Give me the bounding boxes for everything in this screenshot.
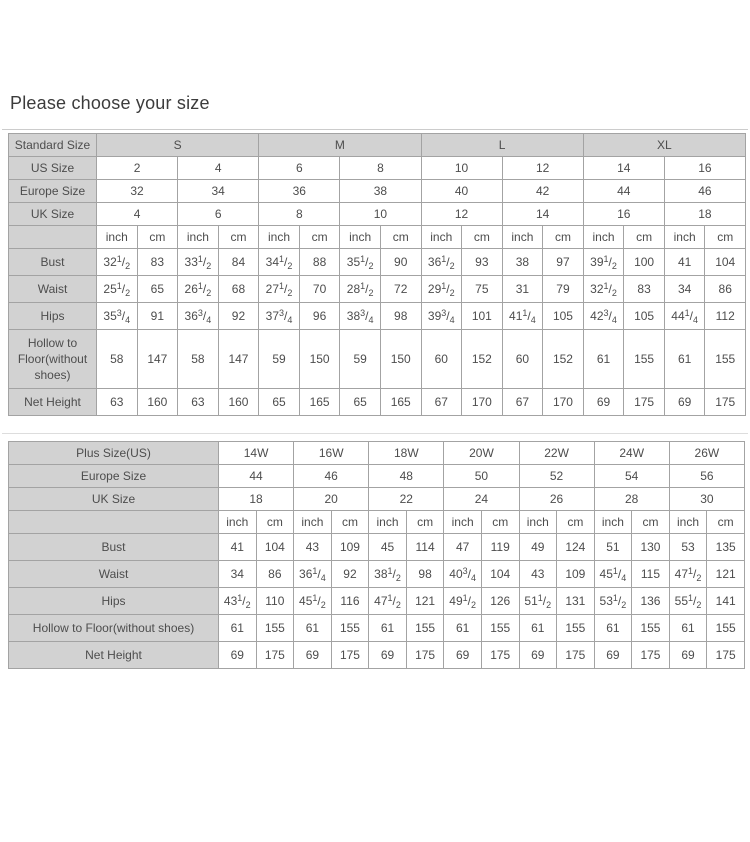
size-value-cell: 14: [502, 203, 583, 226]
measure-value-cell: 114: [406, 534, 444, 561]
table-row: [9, 226, 746, 249]
measure-value-cell: $38^3/_4$: [340, 303, 381, 330]
table-row: [9, 465, 745, 488]
measure-value-cell: 92: [218, 303, 259, 330]
measure-value-cell: $33^1/_2$: [178, 249, 219, 276]
row-label: [9, 226, 97, 249]
measure-value-cell: 69: [664, 389, 705, 416]
measure-value-cell: 60: [502, 330, 543, 389]
measure-value-cell: 121: [406, 588, 444, 615]
measure-value-cell: $36^1/_2$: [421, 249, 462, 276]
size-value-cell: 48: [369, 465, 444, 488]
measure-value-cell: 155: [705, 330, 746, 389]
unit-header-cell: cm: [557, 511, 595, 534]
row-label: Bust: [9, 534, 219, 561]
measure-value-cell: $39^3/_4$: [421, 303, 462, 330]
table-row: [9, 488, 745, 511]
table-row: [9, 442, 745, 465]
table-row: [9, 330, 746, 389]
size-value-cell: 18: [664, 203, 745, 226]
size-value-cell: 54: [594, 465, 669, 488]
measure-value-cell: $41^1/_4$: [502, 303, 543, 330]
measure-value-cell: 51: [594, 534, 632, 561]
size-group-header: XL: [583, 134, 745, 157]
measure-value-cell: 41: [664, 249, 705, 276]
measure-value-cell: 67: [502, 389, 543, 416]
measure-value-cell: 104: [481, 561, 519, 588]
size-value-cell: 22: [369, 488, 444, 511]
measure-value-cell: 150: [299, 330, 340, 389]
measure-value-cell: 141: [707, 588, 745, 615]
unit-header-cell: inch: [594, 511, 632, 534]
unit-header-cell: inch: [97, 226, 138, 249]
size-value-cell: 12: [502, 157, 583, 180]
size-value-cell: 16: [664, 157, 745, 180]
measure-value-cell: 72: [380, 276, 421, 303]
measure-value-cell: 155: [557, 615, 595, 642]
measure-value-cell: 155: [256, 615, 294, 642]
measure-value-cell: 58: [178, 330, 219, 389]
measure-value-cell: $38^1/_2$: [369, 561, 407, 588]
measure-value-cell: 34: [664, 276, 705, 303]
unit-header-cell: cm: [406, 511, 444, 534]
measure-value-cell: 43: [294, 534, 332, 561]
size-value-cell: 26W: [669, 442, 744, 465]
row-label: Bust: [9, 249, 97, 276]
measure-value-cell: 65: [340, 389, 381, 416]
size-value-cell: 16W: [294, 442, 369, 465]
size-value-cell: 16: [583, 203, 664, 226]
table-row: [9, 615, 745, 642]
table-row: [9, 561, 745, 588]
table-row: [9, 180, 746, 203]
measure-value-cell: 155: [481, 615, 519, 642]
measure-value-cell: 155: [707, 615, 745, 642]
measure-value-cell: 69: [594, 642, 632, 669]
measure-value-cell: 61: [294, 615, 332, 642]
measure-value-cell: 152: [543, 330, 584, 389]
measure-value-cell: 61: [219, 615, 257, 642]
measure-value-cell: $32^1/_2$: [583, 276, 624, 303]
size-value-cell: 20: [294, 488, 369, 511]
unit-header-cell: inch: [178, 226, 219, 249]
measure-value-cell: 170: [462, 389, 503, 416]
measure-value-cell: 115: [632, 561, 670, 588]
measure-value-cell: 116: [331, 588, 369, 615]
measure-value-cell: 75: [462, 276, 503, 303]
measure-value-cell: 101: [462, 303, 503, 330]
row-label: Hollow to Floor(without shoes): [9, 615, 219, 642]
unit-header-cell: cm: [624, 226, 665, 249]
unit-header-cell: cm: [218, 226, 259, 249]
size-value-cell: 4: [178, 157, 259, 180]
measure-value-cell: 104: [705, 249, 746, 276]
measure-value-cell: 59: [340, 330, 381, 389]
size-value-cell: 22W: [519, 442, 594, 465]
measure-value-cell: 97: [543, 249, 584, 276]
measure-value-cell: 88: [299, 249, 340, 276]
measure-value-cell: 34: [219, 561, 257, 588]
measure-value-cell: 68: [218, 276, 259, 303]
size-value-cell: 18W: [369, 442, 444, 465]
measure-value-cell: $36^3/_4$: [178, 303, 219, 330]
row-label: Waist: [9, 276, 97, 303]
unit-header-cell: inch: [340, 226, 381, 249]
unit-header-cell: inch: [664, 226, 705, 249]
measure-value-cell: 155: [406, 615, 444, 642]
measure-value-cell: 155: [331, 615, 369, 642]
table-row: [9, 389, 746, 416]
measure-value-cell: 84: [218, 249, 259, 276]
size-value-cell: 2: [97, 157, 178, 180]
unit-header-cell: inch: [502, 226, 543, 249]
measure-value-cell: 65: [137, 276, 178, 303]
size-value-cell: 42: [502, 180, 583, 203]
measure-value-cell: 136: [632, 588, 670, 615]
size-value-cell: 44: [583, 180, 664, 203]
row-label: UK Size: [9, 488, 219, 511]
measure-value-cell: 41: [219, 534, 257, 561]
row-label: Standard Size: [9, 134, 97, 157]
table-row: [9, 203, 746, 226]
measure-value-cell: $47^1/_2$: [669, 561, 707, 588]
measure-value-cell: $36^1/_4$: [294, 561, 332, 588]
table-row: [9, 511, 745, 534]
measure-value-cell: 175: [331, 642, 369, 669]
measure-value-cell: $39^1/_2$: [583, 249, 624, 276]
size-value-cell: 4: [97, 203, 178, 226]
table-row: [9, 157, 746, 180]
measure-value-cell: 98: [380, 303, 421, 330]
plus-size-table: [8, 441, 745, 669]
measure-value-cell: 60: [421, 330, 462, 389]
unit-header-cell: cm: [380, 226, 421, 249]
measure-value-cell: 61: [519, 615, 557, 642]
measure-value-cell: $40^3/_4$: [444, 561, 482, 588]
size-value-cell: 6: [178, 203, 259, 226]
size-value-cell: 32: [97, 180, 178, 203]
row-label: Hips: [9, 303, 97, 330]
table-row: [9, 276, 746, 303]
unit-header-cell: cm: [481, 511, 519, 534]
measure-value-cell: $28^1/_2$: [340, 276, 381, 303]
measure-value-cell: 131: [557, 588, 595, 615]
table-row: [9, 134, 746, 157]
measure-value-cell: 47: [444, 534, 482, 561]
measure-value-cell: 61: [369, 615, 407, 642]
size-value-cell: 24W: [594, 442, 669, 465]
measure-value-cell: 49: [519, 534, 557, 561]
unit-header-cell: cm: [543, 226, 584, 249]
size-value-cell: 26: [519, 488, 594, 511]
measure-value-cell: 83: [137, 249, 178, 276]
measure-value-cell: 175: [632, 642, 670, 669]
measure-value-cell: 69: [519, 642, 557, 669]
unit-header-cell: cm: [705, 226, 746, 249]
size-value-cell: 46: [664, 180, 745, 203]
size-value-cell: 34: [178, 180, 259, 203]
row-label: US Size: [9, 157, 97, 180]
measure-value-cell: 109: [557, 561, 595, 588]
measure-value-cell: 61: [444, 615, 482, 642]
unit-header-cell: inch: [421, 226, 462, 249]
table-row: [9, 642, 745, 669]
measure-value-cell: 165: [299, 389, 340, 416]
measure-value-cell: 93: [462, 249, 503, 276]
unit-header-cell: inch: [669, 511, 707, 534]
size-value-cell: 44: [219, 465, 294, 488]
size-value-cell: 24: [444, 488, 519, 511]
measure-value-cell: 63: [97, 389, 138, 416]
size-value-cell: 18: [219, 488, 294, 511]
measure-value-cell: 43: [519, 561, 557, 588]
top-divider: [2, 129, 748, 130]
measure-value-cell: $29^1/_2$: [421, 276, 462, 303]
unit-header-cell: cm: [137, 226, 178, 249]
measure-value-cell: $42^3/_4$: [583, 303, 624, 330]
measure-value-cell: 155: [632, 615, 670, 642]
measure-value-cell: 79: [543, 276, 584, 303]
measure-value-cell: 61: [594, 615, 632, 642]
size-value-cell: 20W: [444, 442, 519, 465]
row-label: Europe Size: [9, 180, 97, 203]
measure-value-cell: 170: [543, 389, 584, 416]
unit-header-cell: cm: [331, 511, 369, 534]
measure-value-cell: $25^1/_2$: [97, 276, 138, 303]
measure-value-cell: $53^1/_2$: [594, 588, 632, 615]
measure-value-cell: 121: [707, 561, 745, 588]
measure-value-cell: 165: [380, 389, 421, 416]
measure-value-cell: $51^1/_2$: [519, 588, 557, 615]
size-value-cell: 36: [259, 180, 340, 203]
size-value-cell: 28: [594, 488, 669, 511]
measure-value-cell: 155: [624, 330, 665, 389]
measure-value-cell: 98: [406, 561, 444, 588]
measure-value-cell: $55^1/_2$: [669, 588, 707, 615]
measure-value-cell: 110: [256, 588, 294, 615]
table-row: [9, 249, 746, 276]
measure-value-cell: $37^3/_4$: [259, 303, 300, 330]
size-value-cell: 38: [340, 180, 421, 203]
size-value-cell: 8: [340, 157, 421, 180]
size-value-cell: 10: [340, 203, 421, 226]
unit-header-cell: cm: [299, 226, 340, 249]
measure-value-cell: 96: [299, 303, 340, 330]
measure-value-cell: 104: [256, 534, 294, 561]
size-value-cell: 40: [421, 180, 502, 203]
size-value-cell: 10: [421, 157, 502, 180]
unit-header-cell: cm: [256, 511, 294, 534]
measure-value-cell: 61: [669, 615, 707, 642]
unit-header-cell: inch: [369, 511, 407, 534]
measure-value-cell: 175: [406, 642, 444, 669]
row-label: Europe Size: [9, 465, 219, 488]
measure-value-cell: 119: [481, 534, 519, 561]
size-group-header: M: [259, 134, 421, 157]
measure-value-cell: 69: [369, 642, 407, 669]
unit-header-cell: inch: [519, 511, 557, 534]
measure-value-cell: 124: [557, 534, 595, 561]
measure-value-cell: 83: [624, 276, 665, 303]
measure-value-cell: 91: [137, 303, 178, 330]
measure-value-cell: $43^1/_2$: [219, 588, 257, 615]
size-value-cell: 14: [583, 157, 664, 180]
measure-value-cell: $32^1/_2$: [97, 249, 138, 276]
measure-value-cell: $34^1/_2$: [259, 249, 300, 276]
measure-value-cell: 130: [632, 534, 670, 561]
measure-value-cell: 109: [331, 534, 369, 561]
measure-value-cell: 69: [444, 642, 482, 669]
measure-value-cell: $45^1/_2$: [294, 588, 332, 615]
measure-value-cell: 112: [705, 303, 746, 330]
size-value-cell: 52: [519, 465, 594, 488]
size-group-header: S: [97, 134, 259, 157]
size-value-cell: 46: [294, 465, 369, 488]
measure-value-cell: 175: [624, 389, 665, 416]
table-divider: [2, 433, 748, 434]
measure-value-cell: 59: [259, 330, 300, 389]
measure-value-cell: 38: [502, 249, 543, 276]
unit-header-cell: inch: [259, 226, 300, 249]
measure-value-cell: 86: [705, 276, 746, 303]
measure-value-cell: 45: [369, 534, 407, 561]
measure-value-cell: $27^1/_2$: [259, 276, 300, 303]
measure-value-cell: 105: [543, 303, 584, 330]
measure-value-cell: 152: [462, 330, 503, 389]
measure-value-cell: 147: [137, 330, 178, 389]
size-value-cell: 30: [669, 488, 744, 511]
row-label: Waist: [9, 561, 219, 588]
measure-value-cell: 65: [259, 389, 300, 416]
measure-value-cell: 135: [707, 534, 745, 561]
unit-header-cell: inch: [294, 511, 332, 534]
measure-value-cell: 69: [669, 642, 707, 669]
unit-header-cell: inch: [583, 226, 624, 249]
measure-value-cell: $26^1/_2$: [178, 276, 219, 303]
measure-value-cell: $45^1/_4$: [594, 561, 632, 588]
measure-value-cell: 160: [218, 389, 259, 416]
measure-value-cell: 175: [557, 642, 595, 669]
measure-value-cell: 69: [583, 389, 624, 416]
measure-value-cell: 61: [664, 330, 705, 389]
measure-value-cell: 86: [256, 561, 294, 588]
measure-value-cell: 150: [380, 330, 421, 389]
row-label: Hips: [9, 588, 219, 615]
size-group-header: L: [421, 134, 583, 157]
measure-value-cell: 70: [299, 276, 340, 303]
measure-value-cell: 63: [178, 389, 219, 416]
unit-header-cell: cm: [462, 226, 503, 249]
measure-value-cell: $35^3/_4$: [97, 303, 138, 330]
measure-value-cell: 100: [624, 249, 665, 276]
unit-header-cell: inch: [444, 511, 482, 534]
page-title: Please choose your size: [10, 93, 210, 113]
row-label: [9, 511, 219, 534]
measure-value-cell: 126: [481, 588, 519, 615]
row-label: UK Size: [9, 203, 97, 226]
measure-value-cell: 69: [219, 642, 257, 669]
measure-value-cell: 175: [256, 642, 294, 669]
measure-value-cell: 53: [669, 534, 707, 561]
unit-header-cell: cm: [707, 511, 745, 534]
measure-value-cell: 67: [421, 389, 462, 416]
measure-value-cell: $35^1/_2$: [340, 249, 381, 276]
measure-value-cell: 92: [331, 561, 369, 588]
row-label: Net Height: [9, 642, 219, 669]
table-row: [9, 588, 745, 615]
size-value-cell: 50: [444, 465, 519, 488]
measure-value-cell: 69: [294, 642, 332, 669]
size-value-cell: 6: [259, 157, 340, 180]
measure-value-cell: $49^1/_2$: [444, 588, 482, 615]
size-value-cell: 12: [421, 203, 502, 226]
measure-value-cell: 90: [380, 249, 421, 276]
measure-value-cell: $47^1/_2$: [369, 588, 407, 615]
standard-size-table: [8, 133, 746, 416]
row-label: Plus Size(US): [9, 442, 219, 465]
measure-value-cell: 147: [218, 330, 259, 389]
measure-value-cell: $44^1/_4$: [664, 303, 705, 330]
unit-header-cell: inch: [219, 511, 257, 534]
table-row: [9, 534, 745, 561]
measure-value-cell: 175: [707, 642, 745, 669]
row-label: Hollow to Floor(without shoes): [9, 330, 97, 389]
measure-value-cell: 175: [481, 642, 519, 669]
table-row: [9, 303, 746, 330]
row-label: Net Height: [9, 389, 97, 416]
size-chart-page: [0, 92, 750, 842]
measure-value-cell: 31: [502, 276, 543, 303]
size-value-cell: 8: [259, 203, 340, 226]
measure-value-cell: 105: [624, 303, 665, 330]
measure-value-cell: 58: [97, 330, 138, 389]
measure-value-cell: 160: [137, 389, 178, 416]
size-value-cell: 56: [669, 465, 744, 488]
measure-value-cell: 61: [583, 330, 624, 389]
unit-header-cell: cm: [632, 511, 670, 534]
measure-value-cell: 175: [705, 389, 746, 416]
size-value-cell: 14W: [219, 442, 294, 465]
